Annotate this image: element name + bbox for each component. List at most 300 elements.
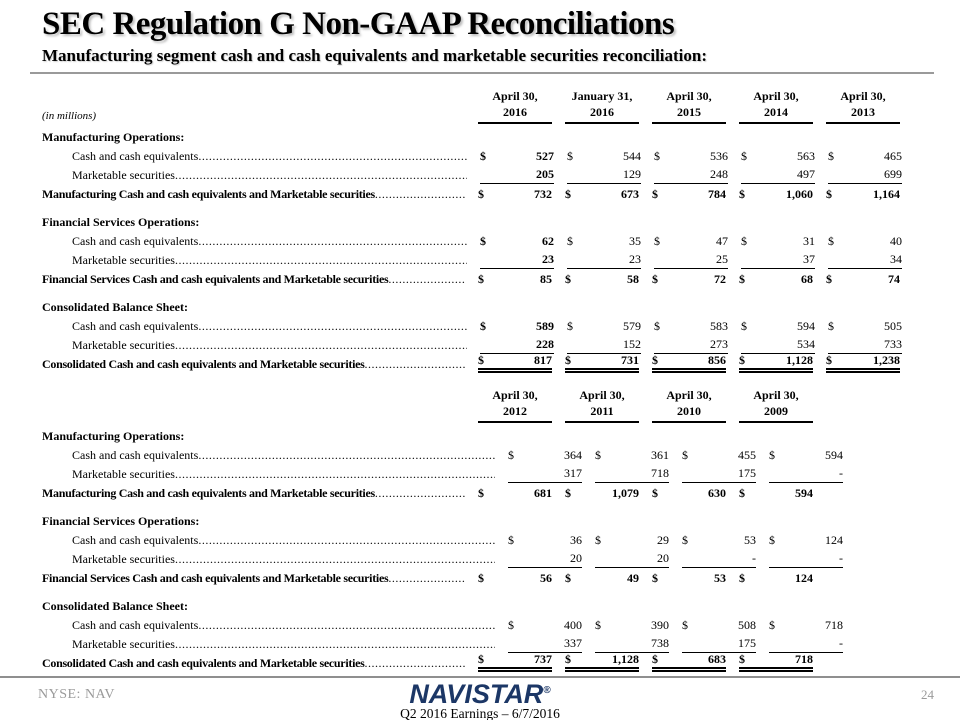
value-cell	[565, 653, 639, 672]
header-line1: January 31,	[571, 89, 633, 103]
value-cell	[682, 619, 756, 634]
detail-row	[42, 250, 902, 269]
section-heading-row	[42, 426, 902, 445]
value-cell	[769, 467, 843, 483]
value: 817	[534, 352, 552, 367]
value-cell	[682, 637, 756, 653]
value-cell	[565, 572, 639, 587]
dollar-sign: $	[595, 617, 601, 632]
value: 248	[710, 166, 728, 181]
dot-leader	[198, 320, 467, 333]
section-heading-text: Consolidated Balance Sheet:	[42, 599, 189, 613]
value: 683	[708, 651, 726, 666]
dollar-sign: $	[480, 318, 486, 333]
header-line1: April 30,	[753, 89, 799, 103]
value: 31	[803, 233, 815, 248]
value-cell	[478, 188, 552, 203]
row-label	[42, 150, 467, 165]
dollar-sign: $	[478, 271, 484, 286]
value: 36	[570, 532, 582, 547]
value-cell	[480, 235, 554, 250]
dollar-sign: $	[480, 233, 486, 248]
dollar-sign: $	[741, 148, 747, 163]
value-cell	[652, 273, 726, 288]
row-label-text: Manufacturing Cash and cash equivalents and Marketable securities	[42, 187, 375, 201]
value: 175	[738, 465, 756, 480]
dollar-sign: $	[652, 485, 658, 500]
slide-footer	[0, 676, 960, 720]
value-cell	[567, 235, 641, 250]
section-heading-text: Manufacturing Operations:	[42, 130, 185, 144]
dollar-sign: $	[739, 352, 745, 367]
row-label-text: Cash and cash equivalents	[72, 533, 199, 547]
in-millions-note	[42, 110, 465, 124]
value-cell	[508, 619, 582, 634]
dollar-sign: $	[508, 532, 514, 547]
section-heading	[42, 600, 465, 615]
dollar-sign: $	[567, 148, 573, 163]
value: 455	[738, 447, 756, 462]
section-heading	[42, 216, 465, 231]
value: 29	[657, 532, 669, 547]
header-line1: April 30,	[666, 89, 712, 103]
detail-row	[42, 530, 902, 549]
value-cell	[828, 338, 902, 354]
dot-leader	[375, 487, 465, 500]
dollar-sign: $	[508, 447, 514, 462]
row-label-text: Financial Services Cash and cash equivalents and Marketable securities	[42, 272, 389, 286]
value: 23	[542, 251, 554, 266]
value-cell	[741, 150, 815, 165]
dollar-sign: $	[565, 651, 571, 666]
section-heading	[42, 515, 465, 530]
value: 1,060	[786, 186, 813, 201]
value: 53	[744, 532, 756, 547]
row-label-text: Cash and cash equivalents	[72, 149, 199, 163]
header-line2: 2016	[503, 105, 527, 119]
value-cell	[565, 487, 639, 502]
value: 74	[888, 271, 900, 286]
row-label	[42, 657, 465, 672]
value-cell	[769, 552, 843, 568]
value: 175	[738, 635, 756, 650]
dollar-sign: $	[565, 186, 571, 201]
total-row	[42, 269, 902, 288]
detail-row	[42, 464, 902, 483]
section-heading-row	[42, 212, 902, 231]
value-cell	[478, 572, 552, 587]
value: 20	[657, 550, 669, 565]
value: 1,164	[873, 186, 900, 201]
row-label-text: Marketable securities	[72, 467, 175, 481]
dot-leader	[375, 188, 465, 201]
value: 544	[623, 148, 641, 163]
row-label	[42, 358, 465, 373]
value: 205	[536, 166, 554, 181]
value: 718	[651, 465, 669, 480]
value: 594	[825, 447, 843, 462]
value-cell	[739, 354, 813, 373]
value: 737	[534, 651, 552, 666]
dollar-sign: $	[741, 318, 747, 333]
value-cell	[567, 338, 641, 354]
section-heading-text: Consolidated Balance Sheet:	[42, 300, 189, 314]
value: 337	[564, 635, 582, 650]
header-line2: 2012	[503, 404, 527, 418]
value: 594	[795, 485, 813, 500]
value: 124	[825, 532, 843, 547]
row-label-text: Financial Services Cash and cash equivalents and Marketable securities	[42, 571, 389, 585]
dot-leader	[388, 273, 465, 286]
dollar-sign: $	[652, 651, 658, 666]
value: 563	[797, 148, 815, 163]
header-line2: 2016	[590, 105, 614, 119]
detail-row	[42, 316, 902, 335]
dollar-sign: $	[595, 447, 601, 462]
value: 85	[540, 271, 552, 286]
dollar-sign: $	[508, 617, 514, 632]
dollar-sign: $	[826, 186, 832, 201]
value: 37	[803, 251, 815, 266]
value-cell	[741, 320, 815, 335]
value-cell	[741, 253, 815, 269]
header-line2: 2013	[851, 105, 875, 119]
value-cell	[741, 168, 815, 184]
value-cell	[741, 338, 815, 354]
dollar-sign: $	[654, 318, 660, 333]
dot-leader	[175, 254, 467, 267]
row-label-text: Consolidated Cash and cash equivalents and Marketable securities	[42, 656, 365, 670]
value-cell	[478, 273, 552, 288]
logo-text: NAVISTAR	[409, 679, 544, 709]
column-header	[478, 387, 552, 423]
value: 1,079	[612, 485, 639, 500]
value: 72	[714, 271, 726, 286]
value-cell	[595, 449, 669, 464]
value: 68	[801, 271, 813, 286]
value: 856	[708, 352, 726, 367]
value: 579	[623, 318, 641, 333]
value-cell	[480, 168, 554, 184]
dollar-sign: $	[682, 447, 688, 462]
dot-leader	[175, 169, 467, 182]
value: 58	[627, 271, 639, 286]
value-cell	[739, 487, 813, 502]
value-cell	[565, 273, 639, 288]
header-line2: 2011	[590, 404, 614, 418]
navistar-logo	[409, 679, 551, 709]
slide-subtitle: Manufacturing segment cash and cash equivalents and marketable securities reconciliation:	[42, 46, 708, 65]
value-cell	[652, 188, 726, 203]
value-cell	[769, 449, 843, 464]
value-cell	[595, 467, 669, 483]
dollar-sign: $	[739, 651, 745, 666]
dollar-sign: $	[595, 532, 601, 547]
total-row	[42, 483, 902, 502]
value-cell	[654, 168, 728, 184]
dollar-sign: $	[480, 148, 486, 163]
value-cell	[595, 637, 669, 653]
dollar-sign: $	[826, 352, 832, 367]
dot-leader	[175, 638, 495, 651]
dollar-sign: $	[565, 570, 571, 585]
dollar-sign: $	[478, 485, 484, 500]
header-line2: 2010	[677, 404, 701, 418]
dollar-sign: $	[828, 318, 834, 333]
value-cell	[654, 235, 728, 250]
value: 273	[710, 336, 728, 351]
value: 317	[564, 465, 582, 480]
column-header	[826, 88, 900, 124]
value: 1,238	[873, 352, 900, 367]
row-label	[42, 188, 465, 203]
in-millions-text: (in millions)	[42, 109, 97, 122]
header-line1: April 30,	[492, 89, 538, 103]
value-cell	[480, 320, 554, 335]
column-header	[652, 387, 726, 423]
value-cell	[654, 150, 728, 165]
dollar-sign: $	[769, 617, 775, 632]
value: 681	[534, 485, 552, 500]
value-cell	[739, 188, 813, 203]
detail-row	[42, 146, 902, 165]
detail-row	[42, 165, 902, 184]
value-cell	[480, 150, 554, 165]
header-line1: April 30,	[579, 388, 625, 402]
dollar-sign: $	[826, 271, 832, 286]
value-cell	[769, 534, 843, 549]
section-heading	[42, 430, 465, 445]
value-cell	[739, 653, 813, 672]
detail-row	[42, 615, 902, 634]
row-label	[42, 254, 467, 269]
dollar-sign: $	[828, 148, 834, 163]
dollar-sign: $	[478, 186, 484, 201]
dollar-sign: $	[682, 617, 688, 632]
column-header	[739, 387, 813, 423]
value: 536	[710, 148, 728, 163]
header-line2: 2015	[677, 105, 701, 119]
value: 673	[621, 186, 639, 201]
value: 361	[651, 447, 669, 462]
dollar-sign: $	[769, 447, 775, 462]
value: 718	[795, 651, 813, 666]
dollar-sign: $	[565, 271, 571, 286]
row-label-text: Marketable securities	[72, 168, 175, 182]
dollar-sign: $	[682, 532, 688, 547]
value: 364	[564, 447, 582, 462]
value: 731	[621, 352, 639, 367]
table-header-row	[42, 86, 902, 124]
dollar-sign: $	[652, 352, 658, 367]
header-line1: April 30,	[666, 388, 712, 402]
dollar-sign: $	[652, 570, 658, 585]
value-cell	[508, 449, 582, 464]
value-cell	[480, 338, 554, 354]
row-label	[42, 235, 467, 250]
value-cell	[567, 253, 641, 269]
dollar-sign: $	[828, 233, 834, 248]
reconciliation-tables	[42, 86, 960, 672]
value: 23	[629, 251, 641, 266]
section-heading-row	[42, 297, 902, 316]
value-cell	[828, 320, 902, 335]
value-cell	[826, 354, 900, 373]
dot-leader	[198, 619, 495, 632]
detail-row	[42, 231, 902, 250]
value-cell	[652, 653, 726, 672]
value-cell	[595, 534, 669, 549]
column-header	[565, 88, 639, 124]
value-cell	[654, 253, 728, 269]
row-label-text: Marketable securities	[72, 338, 175, 352]
value-cell	[595, 552, 669, 568]
total-row	[42, 184, 902, 203]
row-label	[42, 320, 467, 335]
value: 1,128	[612, 651, 639, 666]
value-cell	[654, 338, 728, 354]
value-cell	[565, 188, 639, 203]
value-cell	[652, 487, 726, 502]
row-label	[42, 619, 495, 634]
value-cell	[567, 168, 641, 184]
value: -	[752, 550, 756, 565]
value: 129	[623, 166, 641, 181]
in-millions-note	[42, 421, 465, 423]
value-cell	[567, 150, 641, 165]
value: -	[839, 465, 843, 480]
dot-leader	[198, 534, 495, 547]
value-cell	[654, 320, 728, 335]
column-header	[652, 88, 726, 124]
row-label	[42, 638, 495, 653]
value-cell	[682, 467, 756, 483]
value-cell	[652, 572, 726, 587]
row-label-text: Manufacturing Cash and cash equivalents and Marketable securities	[42, 486, 375, 500]
value-cell	[828, 168, 902, 184]
value-cell	[828, 150, 902, 165]
value: 718	[825, 617, 843, 632]
dollar-sign: $	[652, 271, 658, 286]
value: 35	[629, 233, 641, 248]
value: 390	[651, 617, 669, 632]
column-header	[739, 88, 813, 124]
dot-leader	[388, 572, 465, 585]
dollar-sign: $	[567, 318, 573, 333]
value: 34	[890, 251, 902, 266]
row-label	[42, 487, 465, 502]
fin-table-1	[42, 86, 902, 373]
dot-leader	[198, 150, 467, 163]
dollar-sign: $	[478, 570, 484, 585]
header-line1: April 30,	[492, 388, 538, 402]
value-cell	[828, 253, 902, 269]
dot-leader	[198, 235, 467, 248]
value-cell	[741, 235, 815, 250]
row-label-text: Marketable securities	[72, 552, 175, 566]
detail-row	[42, 549, 902, 568]
value-cell	[682, 534, 756, 549]
value: 1,128	[786, 352, 813, 367]
header-line1: April 30,	[840, 89, 886, 103]
value-cell	[508, 637, 582, 653]
value: 152	[623, 336, 641, 351]
value: 62	[542, 233, 554, 248]
value-cell	[508, 534, 582, 549]
value: 505	[884, 318, 902, 333]
table-header-row	[42, 385, 902, 423]
value: 738	[651, 635, 669, 650]
section-heading-text: Financial Services Operations:	[42, 215, 200, 229]
slide-title: SEC Regulation G Non-GAAP Reconciliations	[42, 6, 675, 42]
value: 583	[710, 318, 728, 333]
ticker-label: NYSE: NAV	[38, 687, 115, 702]
value-cell	[565, 354, 639, 373]
logo-block	[0, 679, 960, 720]
dollar-sign: $	[478, 651, 484, 666]
section-heading-row	[42, 127, 902, 146]
value: 784	[708, 186, 726, 201]
value: 534	[797, 336, 815, 351]
value: 49	[627, 570, 639, 585]
value: 630	[708, 485, 726, 500]
total-row	[42, 354, 902, 373]
value-cell	[567, 320, 641, 335]
value: 732	[534, 186, 552, 201]
dollar-sign: $	[769, 532, 775, 547]
dollar-sign: $	[739, 485, 745, 500]
dot-leader	[175, 468, 495, 481]
row-label	[42, 572, 465, 587]
value-cell	[826, 188, 900, 203]
header-line2: 2009	[764, 404, 788, 418]
row-label-text: Consolidated Cash and cash equivalents and Marketable securities	[42, 357, 365, 371]
value: 40	[890, 233, 902, 248]
value: 589	[536, 318, 554, 333]
dollar-sign: $	[739, 570, 745, 585]
dot-leader	[365, 358, 466, 371]
value-cell	[828, 235, 902, 250]
value-cell	[480, 253, 554, 269]
value: -	[839, 635, 843, 650]
value-cell	[682, 552, 756, 568]
value: 53	[714, 570, 726, 585]
row-label	[42, 534, 495, 549]
value: 228	[536, 336, 554, 351]
section-heading	[42, 301, 465, 316]
detail-row	[42, 335, 902, 354]
column-header	[565, 387, 639, 423]
fin-table-2	[42, 385, 902, 672]
row-label	[42, 169, 467, 184]
dollar-sign: $	[654, 233, 660, 248]
row-label-text: Cash and cash equivalents	[72, 319, 199, 333]
dollar-sign: $	[567, 233, 573, 248]
section-heading-text: Financial Services Operations:	[42, 514, 200, 528]
row-label-text: Marketable securities	[72, 253, 175, 267]
dot-leader	[175, 553, 495, 566]
value-cell	[508, 552, 582, 568]
dollar-sign: $	[565, 352, 571, 367]
total-row	[42, 568, 902, 587]
dollar-sign: $	[739, 271, 745, 286]
row-label-text: Marketable securities	[72, 637, 175, 651]
dollar-sign: $	[565, 485, 571, 500]
dollar-sign: $	[478, 352, 484, 367]
row-label-text: Cash and cash equivalents	[72, 448, 199, 462]
section-heading	[42, 131, 465, 146]
value-cell	[652, 354, 726, 373]
